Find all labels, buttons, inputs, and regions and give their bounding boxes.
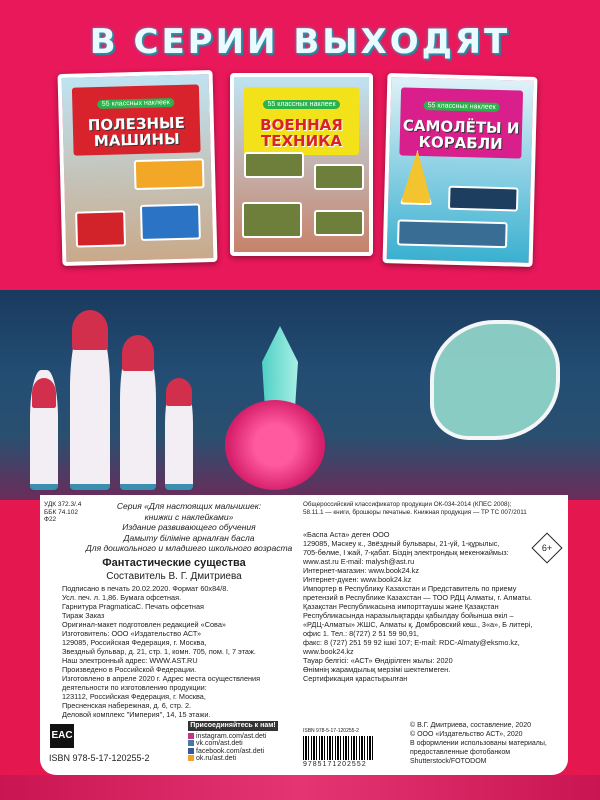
book-title: ПОЛЕЗНЫЕ МАШИНЫ [87,113,186,151]
imprint-panel [40,495,568,775]
copyright: © В.Г. Дмитриева, составление, 2020 © ООО «Издательство АСТ», 2020 В оформлении использованы материалы, предоставленные фотобанком Shutterstock/FOTODOM [410,722,547,765]
vk-icon [188,740,194,746]
sticker-badge: 55 классных наклеек [98,98,174,109]
facebook-link[interactable]: facebook.com/ast.deti [188,748,278,756]
ok-link[interactable]: ok.ru/ast.deti [188,755,278,763]
series-banner [0,0,600,300]
imprint-details: Подписано в печать 20.02.2020. Формат 60x84/8. Усл. печ. л. 1,86. Бумага офсетная. Гарнитура PragmaticaC. Печать офсетная Тираж Заказ Оригинал-макет подготовлен редакцией «Сова» Изготовитель: ООО «Издательство АСТ» 129085, Российская Федерация, г. Москва, Звездный бульвар, д. 21, стр. 1, комн. 705, пом. I, 7 этаж. Наш электронный адрес: WWW.AST.RU Произведено в Российской Федерации. Изготовлено в апреле 2020 г. Адрес места осуществления деятельности по изготовлению продукции: 123112, Российская Федерация, г. Москва, Пресненская набережная, д. 6, стр. 2. Деловой комплекс "Империя", 14, 15 этажи. [62,583,261,719]
bottom-decoration [0,775,600,800]
sticker-badge: 55 классных наклеек [263,100,339,109]
sticker-badge: 55 классных наклеек [424,101,500,112]
social-header: Присоединяйтесь к нам! [188,721,278,731]
instagram-link[interactable]: instagram.com/ast.deti [188,733,278,741]
book-title: Фантастические существа [102,556,246,569]
vk-link[interactable]: vk.com/ast.deti [188,740,278,748]
book-cover-samolety-i-korabli [383,73,538,267]
instagram-icon [188,733,194,739]
product-classifier: Общероссийский классификатор продукции ОК-034-2014 (КПЕС 2008); 58.11.1 — книги, брошюры печатные. Книжная продукция — ТР ТС 007/2011 [303,501,527,516]
book-cover-voennaya-tekhnika [230,73,373,256]
facebook-icon [188,748,194,754]
series-info: Серия «Для настоящих мальчишек: книжки с наклейками» Издание развивающего обучения Дамыту біліміне арналған басла Для дошкольного и младшего школьного возраста [85,501,293,553]
pink-tree [225,400,325,490]
barcode: ISBN 978-5-17-120255-2 9785171202552 [303,727,375,769]
eac-mark: EAC [50,724,74,748]
book-title: САМОЛЁТЫ И КОРАБЛИ [402,116,520,154]
series-title: В СЕРИИ ВЫХОДЯТ [89,22,511,62]
barcode-bars [303,736,375,760]
dragon-sticker [430,320,560,440]
book-cover-poleznye-mashiny [58,70,218,266]
author: Составитель В. Г. Дмитриева [106,570,242,582]
book-title: ВОЕННАЯ ТЕХНИКА [260,116,343,150]
kazakh-imprint: «Баспа Аста» деген ООО 129085, Мәскеу к., Звёздный бульвары, 21-үй, 1-құрылыс, 705-бөлме, I жай, 7-қабат. Біздің электрондық мекенжаймыз: www.ast.ru E-mail: malysh@ast.ru Интернет-магазин: www.book24.kz Интернет-дүкен: www.book24.kz Импортер в Республику Казахстан и Представитель по приему претензий в Республике Казахстан — ТОО РДЦ Алматы, г. Алматы. Қазақстан Республикасына импорттаушы және Қазақстан Республикасында наразылықтарды қабылдау бойынша өкіл – «РДЦ-Алматы» ЖШС, Алматы қ. Домбровский көш., 3«а», Б литері, офис 1. Тел.: 8(727) 2 51 59 90,91, факс: 8 (727) 251 59 92 ішкі 107; E-mail: RDC-Almaty@eksmo.kz, www.book24.kz Тауар белгісі: «АСТ» Өндірілген жылы: 2020 Өнімнің жарамдылық мерзімі шектелмеген. Сертификация қарастырылған [303,530,533,683]
udk-codes: УДК 372.3/.4 ББК 74.102 Ф22 [44,501,82,523]
ok-icon [188,755,194,761]
isbn: ISBN 978-5-17-120255-2 [49,753,150,763]
age-rating-badge: 6+ [531,532,562,563]
fantasy-illustration [0,290,600,500]
social-links [188,721,278,763]
